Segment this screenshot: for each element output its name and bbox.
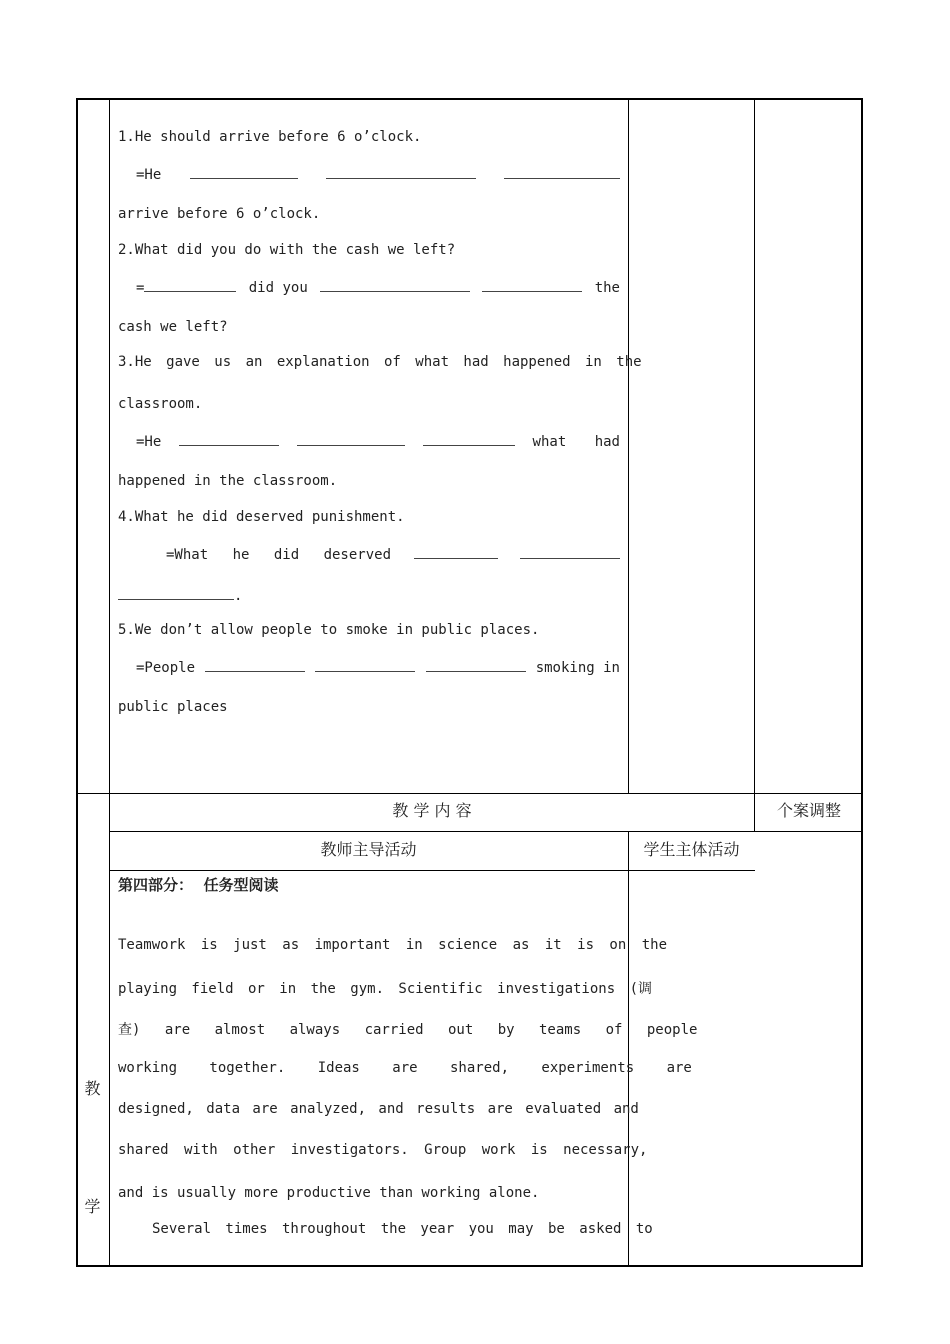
blank-field[interactable] [520,544,620,559]
blank-field[interactable] [118,585,234,600]
rewrite-mid: did you [248,280,308,296]
rewrite-tail: smoking in [535,660,620,676]
grid-line [76,793,863,794]
rewrite-start: =What he did deserved [166,547,392,563]
content-header: 教 学 内 容 [392,801,472,820]
blank-field[interactable] [320,277,470,292]
reading-line: shared with other investigators. Group work is necessary, [118,1142,648,1158]
rewrite-start: =He [136,434,162,450]
blank-field[interactable] [190,164,298,179]
grid-line [109,98,110,1267]
exercise-3-rewrite [118,431,620,450]
blank-field[interactable] [315,657,415,672]
table-frame [76,98,863,1267]
student-header: 学生主体活动 [643,840,740,859]
blank-field[interactable] [423,431,515,446]
rewrite-start: =He [136,167,162,183]
grid-line [109,870,755,871]
exercise-5-rewrite-end: public places [118,699,228,715]
exercise-3-sentence-cont: classroom. [118,396,203,412]
blank-field[interactable] [482,277,582,292]
reading-line: Teamwork is just as important in science as it is on the [118,937,668,953]
grid-line [754,98,755,832]
exercise-3-rewrite-end: happened in the classroom. [118,473,338,489]
exercise-5-sentence: 5.We don’t allow people to smoke in public places. [118,622,540,638]
grid-line [628,832,629,1267]
rewrite-start: = [118,277,236,296]
blank-field[interactable] [326,164,476,179]
exercise-4-rewrite [118,544,620,563]
blank-field[interactable] [205,657,305,672]
rewrite-start: =People [136,660,196,676]
exercise-2-rewrite-end: cash we left? [118,319,228,335]
blank-field[interactable] [426,657,526,672]
reading-line: designed, data are analyzed, and results are evaluated and [118,1101,639,1117]
reading-line: Several times throughout the year you may be asked to [152,1221,653,1237]
reading-line: and is usually more productive than working alone. [118,1185,540,1201]
section-title: 第四部分： 任务型阅读 [118,876,279,894]
blank-field[interactable] [414,544,498,559]
exercise-1-sentence: 1.He should arrive before 6 o’clock. [118,129,422,145]
blank-field[interactable] [144,277,236,292]
adjust-header: 个案调整 [776,801,841,820]
rewrite-tail: what had [532,434,620,450]
exercise-4-rewrite-end: . [118,585,242,605]
blank-field[interactable] [504,164,620,179]
exercise-4-sentence: 4.What he did deserved punishment. [118,509,405,525]
blank-field[interactable] [297,431,405,446]
side-label-learn: 学 [84,1197,101,1216]
teacher-header: 教师主导活动 [320,840,417,859]
blank-field[interactable] [179,431,279,446]
rewrite-tail: the [594,280,620,296]
side-label-teach: 教 [84,1079,101,1098]
sentence-text: 3.He gave us an explanation of what had happened in the [118,354,642,370]
reading-line: working together. Ideas are shared, experiments are [118,1060,692,1076]
exercise-2-sentence: 2.What did you do with the cash we left? [118,242,456,258]
exercise-5-rewrite [118,657,620,676]
reading-line: playing field or in the gym. Scientific investigations (调 [118,981,653,997]
reading-line: 查) are almost always carried out by teams of people [118,1022,698,1038]
exercise-1-rewrite-end: arrive before 6 o’clock. [118,206,321,222]
exercise-3-sentence [118,354,642,370]
exercise-1-rewrite [118,164,620,183]
grid-line [628,98,629,794]
exercise-2-rewrite [118,277,620,296]
grid-line [109,831,863,832]
